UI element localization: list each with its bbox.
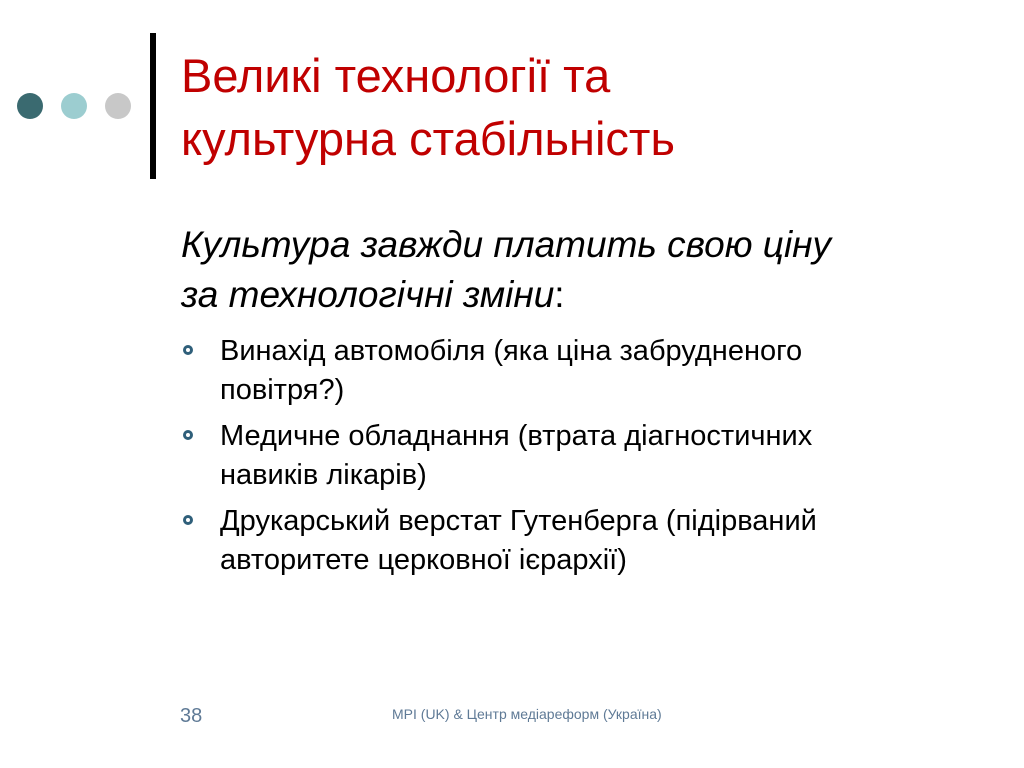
slide-title-line-1: Великі технології та	[181, 49, 611, 102]
decorative-dots	[17, 93, 133, 121]
page-number: 38	[180, 705, 203, 727]
list-item	[181, 502, 961, 580]
dot-light-teal-icon	[61, 93, 87, 119]
bullet-list	[181, 332, 961, 587]
slide-title	[181, 44, 981, 170]
bullet-text-line-2: повітря?)	[220, 374, 345, 406]
intro-colon: :	[554, 274, 565, 315]
hollow-circle-icon	[183, 430, 193, 440]
intro-statement	[181, 220, 981, 320]
title-accent-bar	[150, 33, 156, 179]
intro-line-2: за технологічні зміни	[181, 274, 555, 315]
bullet-text-line-1: Винахід автомобіля (яка ціна забрудненого	[220, 335, 803, 367]
bullet-text-line-1: Медичне обладнання (втрата діагностичних	[220, 420, 813, 452]
list-item	[181, 332, 961, 410]
bullet-text-line-2: навиків лікарів)	[220, 459, 427, 491]
dot-gray-icon	[105, 93, 131, 119]
hollow-circle-icon	[183, 515, 193, 525]
list-item	[181, 417, 961, 495]
hollow-circle-icon	[183, 345, 193, 355]
footer-text: MPI (UK) & Центр медіареформ (Україна)	[392, 706, 662, 722]
dot-dark-teal-icon	[17, 93, 43, 119]
slide-title-line-2: культурна стабільність	[181, 112, 675, 165]
bullet-text-line-2: авторитете церковної ієрархії)	[220, 544, 627, 576]
intro-line-1: Культура завжди платить свою ціну	[181, 224, 832, 265]
bullet-text-line-1: Друкарський верстат Гутенберга (підірваний	[220, 505, 817, 537]
